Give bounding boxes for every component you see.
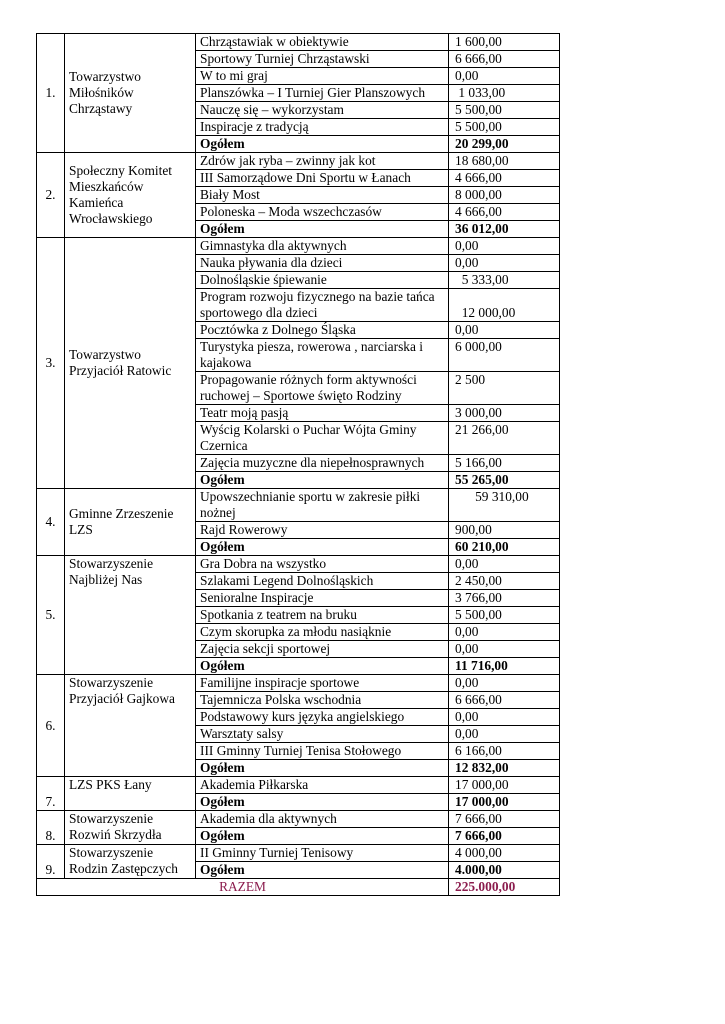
- group-total-value: 7 666,00: [449, 828, 560, 845]
- project-name: Gimnastyka dla aktywnych: [196, 238, 449, 255]
- project-name: III Samorządowe Dni Sportu w Łanach: [196, 170, 449, 187]
- project-amount: 1 033,00: [449, 85, 560, 102]
- table-row: [37, 556, 560, 573]
- project-amount: 6 666,00: [449, 692, 560, 709]
- project-amount: 0,00: [449, 726, 560, 743]
- project-amount: 0,00: [449, 624, 560, 641]
- group-total-value: 36 012,00: [449, 221, 560, 238]
- group-total-label: Ogółem: [196, 539, 449, 556]
- group-total-label: Ogółem: [196, 472, 449, 489]
- table-row: [37, 34, 560, 51]
- project-name: Zajęcia muzyczne dla niepełnosprawnych: [196, 455, 449, 472]
- project-name: Akademia Piłkarska: [196, 777, 449, 794]
- project-amount: 4 666,00: [449, 170, 560, 187]
- table-row: [37, 153, 560, 170]
- project-amount: 0,00: [449, 238, 560, 255]
- project-name: Rajd Rowerowy: [196, 522, 449, 539]
- project-name: Sportowy Turniej Chrząstawski: [196, 51, 449, 68]
- project-amount: 2 450,00: [449, 573, 560, 590]
- organization-name: Społeczny Komitet Mieszkańców Kamieńca Wrocławskiego: [65, 153, 196, 238]
- project-amount: 2 500: [449, 372, 560, 405]
- project-name: Planszówka – I Turniej Gier Planszowych: [196, 85, 449, 102]
- project-amount: 59 310,00: [449, 489, 560, 522]
- project-name: Biały Most: [196, 187, 449, 204]
- project-name: Pocztówka z Dolnego Śląska: [196, 322, 449, 339]
- grand-total-label: RAZEM: [37, 879, 449, 896]
- project-name: II Gminny Turniej Tenisowy: [196, 845, 449, 862]
- group-total-label: Ogółem: [196, 760, 449, 777]
- grand-total-value: 225.000,00: [449, 879, 560, 896]
- project-name: Nauka pływania dla dzieci: [196, 255, 449, 272]
- project-name: Teatr moją pasją: [196, 405, 449, 422]
- organization-name: Stowarzyszenie Przyjaciół Gajkowa: [65, 675, 196, 777]
- project-name: Chrząstawiak w obiektywie: [196, 34, 449, 51]
- project-amount: 18 680,00: [449, 153, 560, 170]
- project-amount: 0,00: [449, 709, 560, 726]
- row-number: 1.: [37, 34, 65, 153]
- table-row: [37, 845, 560, 862]
- project-amount: 4 666,00: [449, 204, 560, 221]
- project-name: Dolnośląskie śpiewanie: [196, 272, 449, 289]
- project-amount: 1 600,00: [449, 34, 560, 51]
- project-name: Turystyka piesza, rowerowa , narciarska i kajakowa: [196, 339, 449, 372]
- group-total-label: Ogółem: [196, 862, 449, 879]
- row-number: 8.: [37, 811, 65, 845]
- project-amount: 0,00: [449, 68, 560, 85]
- row-number: 6.: [37, 675, 65, 777]
- project-amount: 4 000,00: [449, 845, 560, 862]
- group-total-label: Ogółem: [196, 658, 449, 675]
- organization-name: Towarzystwo Miłośników Chrząstawy: [65, 34, 196, 153]
- project-name: Czym skorupka za młodu nasiąknie: [196, 624, 449, 641]
- project-amount: 3 766,00: [449, 590, 560, 607]
- row-number: 9.: [37, 845, 65, 879]
- row-number: 7.: [37, 777, 65, 811]
- project-amount: 17 000,00: [449, 777, 560, 794]
- row-number: 3.: [37, 238, 65, 489]
- project-amount: 0,00: [449, 556, 560, 573]
- project-amount: 6 166,00: [449, 743, 560, 760]
- project-name: Program rozwoju fizycznego na bazie tańca sportowego dla dzieci: [196, 289, 449, 322]
- project-amount: 0,00: [449, 322, 560, 339]
- project-amount: 0,00: [449, 675, 560, 692]
- project-name: Upowszechnianie sportu w zakresie piłki nożnej: [196, 489, 449, 522]
- project-name: Spotkania z teatrem na bruku: [196, 607, 449, 624]
- group-total-label: Ogółem: [196, 221, 449, 238]
- group-total-label: Ogółem: [196, 136, 449, 153]
- project-name: Zdrów jak ryba – zwinny jak kot: [196, 153, 449, 170]
- group-total-label: Ogółem: [196, 794, 449, 811]
- project-amount: 3 000,00: [449, 405, 560, 422]
- project-name: Warsztaty salsy: [196, 726, 449, 743]
- project-amount: 0,00: [449, 255, 560, 272]
- project-name: Gra Dobra na wszystko: [196, 556, 449, 573]
- grants-table: [36, 33, 560, 896]
- project-name: Senioralne Inspiracje: [196, 590, 449, 607]
- project-amount: 5 166,00: [449, 455, 560, 472]
- group-total-label: Ogółem: [196, 828, 449, 845]
- project-name: Propagowanie różnych form aktywności ruchowej – Sportowe święto Rodziny: [196, 372, 449, 405]
- project-name: Nauczę się – wykorzystam: [196, 102, 449, 119]
- project-name: Szlakami Legend Dolnośląskich: [196, 573, 449, 590]
- project-name: Wyścig Kolarski o Puchar Wójta Gminy Czernica: [196, 422, 449, 455]
- group-total-value: 11 716,00: [449, 658, 560, 675]
- project-amount: 7 666,00: [449, 811, 560, 828]
- project-name: W to mi graj: [196, 68, 449, 85]
- table-row: [37, 238, 560, 255]
- group-total-value: 60 210,00: [449, 539, 560, 556]
- table-row: [37, 489, 560, 522]
- row-number: 4.: [37, 489, 65, 556]
- project-name: Inspiracje z tradycją: [196, 119, 449, 136]
- table-row: [37, 777, 560, 794]
- group-total-value: 20 299,00: [449, 136, 560, 153]
- project-name: Tajemnicza Polska wschodnia: [196, 692, 449, 709]
- project-amount: 12 000,00: [449, 289, 560, 322]
- project-amount: 5 333,00: [449, 272, 560, 289]
- grants-table-body: [37, 34, 560, 896]
- project-name: Podstawowy kurs języka angielskiego: [196, 709, 449, 726]
- group-total-value: 4.000,00: [449, 862, 560, 879]
- project-amount: 5 500,00: [449, 102, 560, 119]
- organization-name: Stowarzyszenie Rozwiń Skrzydła: [65, 811, 196, 845]
- project-name: Zajęcia sekcji sportowej: [196, 641, 449, 658]
- group-total-value: 17 000,00: [449, 794, 560, 811]
- organization-name: Stowarzyszenie Rodzin Zastępczych: [65, 845, 196, 879]
- grand-total-row: [37, 879, 560, 896]
- project-amount: 900,00: [449, 522, 560, 539]
- project-amount: 6 666,00: [449, 51, 560, 68]
- project-name: III Gminny Turniej Tenisa Stołowego: [196, 743, 449, 760]
- project-amount: 5 500,00: [449, 119, 560, 136]
- organization-name: Towarzystwo Przyjaciół Ratowic: [65, 238, 196, 489]
- project-amount: 21 266,00: [449, 422, 560, 455]
- row-number: 2.: [37, 153, 65, 238]
- organization-name: Stowarzyszenie Najbliżej Nas: [65, 556, 196, 675]
- project-amount: 0,00: [449, 641, 560, 658]
- organization-name: Gminne Zrzeszenie LZS: [65, 489, 196, 556]
- group-total-value: 12 832,00: [449, 760, 560, 777]
- project-name: Poloneska – Moda wszechczasów: [196, 204, 449, 221]
- project-amount: 6 000,00: [449, 339, 560, 372]
- group-total-value: 55 265,00: [449, 472, 560, 489]
- project-amount: 8 000,00: [449, 187, 560, 204]
- project-name: Familijne inspiracje sportowe: [196, 675, 449, 692]
- row-number: 5.: [37, 556, 65, 675]
- table-row: [37, 811, 560, 828]
- project-name: Akademia dla aktywnych: [196, 811, 449, 828]
- project-amount: 5 500,00: [449, 607, 560, 624]
- table-row: [37, 675, 560, 692]
- organization-name: LZS PKS Łany: [65, 777, 196, 811]
